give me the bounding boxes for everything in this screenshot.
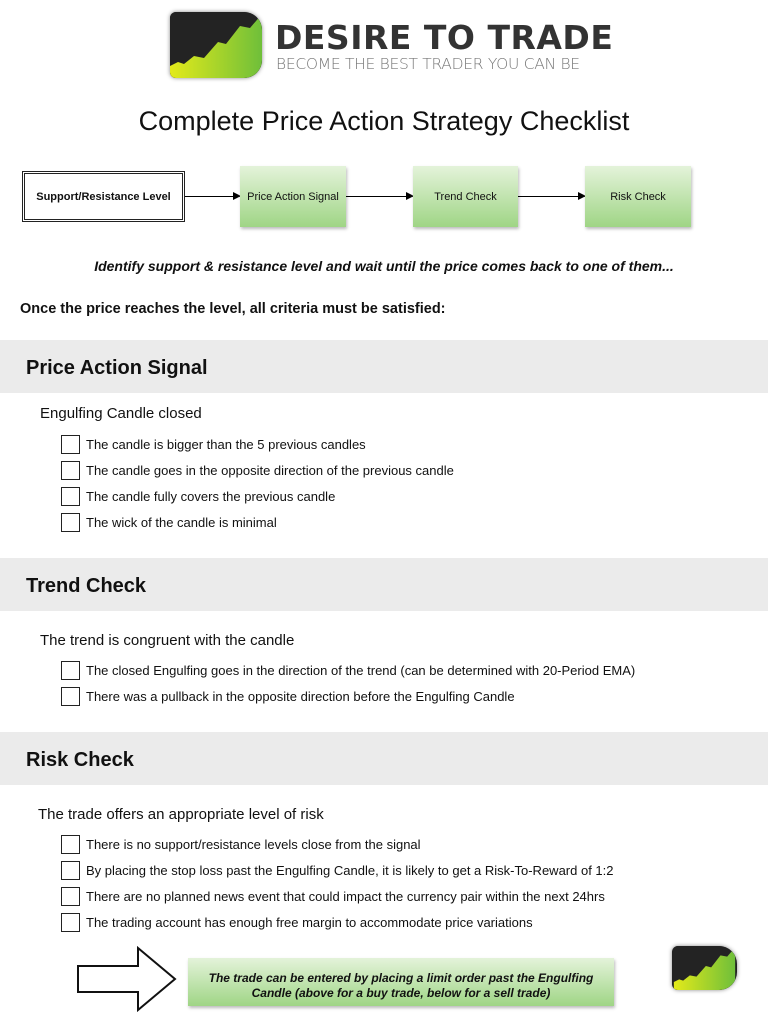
checkbox[interactable] bbox=[61, 861, 80, 880]
checklist-item bbox=[61, 487, 335, 506]
chart-logo-icon bbox=[672, 946, 737, 990]
checklist-item bbox=[61, 661, 635, 680]
item-label: There was a pullback in the opposite direction before the Engulfing Candle bbox=[86, 689, 515, 704]
intro-text: Identify support & resistance level and wait until the price comes back to one of them... bbox=[94, 258, 674, 274]
section-subtitle: Engulfing Candle closed bbox=[40, 405, 202, 422]
flow-step-price-action: Price Action Signal bbox=[240, 166, 346, 227]
item-label: The candle is bigger than the 5 previous candles bbox=[86, 437, 366, 452]
section-subtitle: The trade offers an appropriate level of risk bbox=[38, 806, 324, 823]
checkbox[interactable] bbox=[61, 661, 80, 680]
section-header-price-action bbox=[0, 340, 768, 393]
section-header-trend-check bbox=[0, 558, 768, 611]
flow-step-risk-check: Risk Check bbox=[585, 166, 691, 227]
item-label: The candle fully covers the previous candle bbox=[86, 489, 336, 504]
item-label: There are no planned news event that could impact the currency pair within the next 24hrs bbox=[86, 889, 605, 904]
checkbox[interactable] bbox=[61, 461, 80, 480]
section-title: Risk Check bbox=[26, 749, 134, 771]
brand-name: DESIRE TO TRADE bbox=[275, 18, 614, 57]
item-label: By placing the stop loss past the Engulfing Candle, it is likely to get a Risk-To-Reward of 1:2 bbox=[86, 863, 614, 878]
checklist-item bbox=[61, 513, 277, 532]
criteria-heading: Once the price reaches the level, all criteria must be satisfied: bbox=[20, 301, 446, 317]
checklist-item bbox=[61, 461, 454, 480]
checklist-item bbox=[61, 861, 614, 880]
chart-logo-icon bbox=[170, 12, 262, 78]
checkbox[interactable] bbox=[61, 887, 80, 906]
flow-step-trend-check: Trend Check bbox=[413, 166, 518, 227]
checkbox[interactable] bbox=[61, 487, 80, 506]
section-title: Trend Check bbox=[26, 575, 147, 597]
item-label: The trading account has enough free margin to accommodate price variations bbox=[86, 915, 533, 930]
item-label: The closed Engulfing goes in the direction of the trend (can be determined with 20-Period EMA) bbox=[86, 663, 636, 678]
checklist-item bbox=[61, 887, 605, 906]
checklist-item bbox=[61, 835, 421, 854]
checklist-item bbox=[61, 913, 533, 932]
checkbox[interactable] bbox=[61, 435, 80, 454]
section-header-risk-check bbox=[0, 732, 768, 785]
flow-step-support-resistance: Support/Resistance Level bbox=[22, 171, 185, 222]
entry-instruction: The trade can be entered by placing a limit order past the Engulfing Candle (above for a buy trade, below for a sell trade) bbox=[188, 958, 614, 1006]
checkbox[interactable] bbox=[61, 687, 80, 706]
right-arrow-icon bbox=[76, 946, 178, 1012]
flow-arrow bbox=[346, 196, 413, 197]
checkbox[interactable] bbox=[61, 835, 80, 854]
brand-tagline: BECOME THE BEST TRADER YOU CAN BE bbox=[276, 55, 580, 73]
item-label: There is no support/resistance levels close from the signal bbox=[86, 837, 421, 852]
checklist-item bbox=[61, 687, 515, 706]
checklist-item bbox=[61, 435, 366, 454]
flow-arrow bbox=[185, 196, 240, 197]
item-label: The candle goes in the opposite direction of the previous candle bbox=[86, 463, 454, 478]
flow-arrow bbox=[518, 196, 585, 197]
section-subtitle: The trend is congruent with the candle bbox=[40, 632, 295, 649]
checkbox[interactable] bbox=[61, 513, 80, 532]
section-title: Price Action Signal bbox=[26, 357, 208, 379]
item-label: The wick of the candle is minimal bbox=[86, 515, 277, 530]
checkbox[interactable] bbox=[61, 913, 80, 932]
page-title: Complete Price Action Strategy Checklist bbox=[138, 106, 630, 136]
